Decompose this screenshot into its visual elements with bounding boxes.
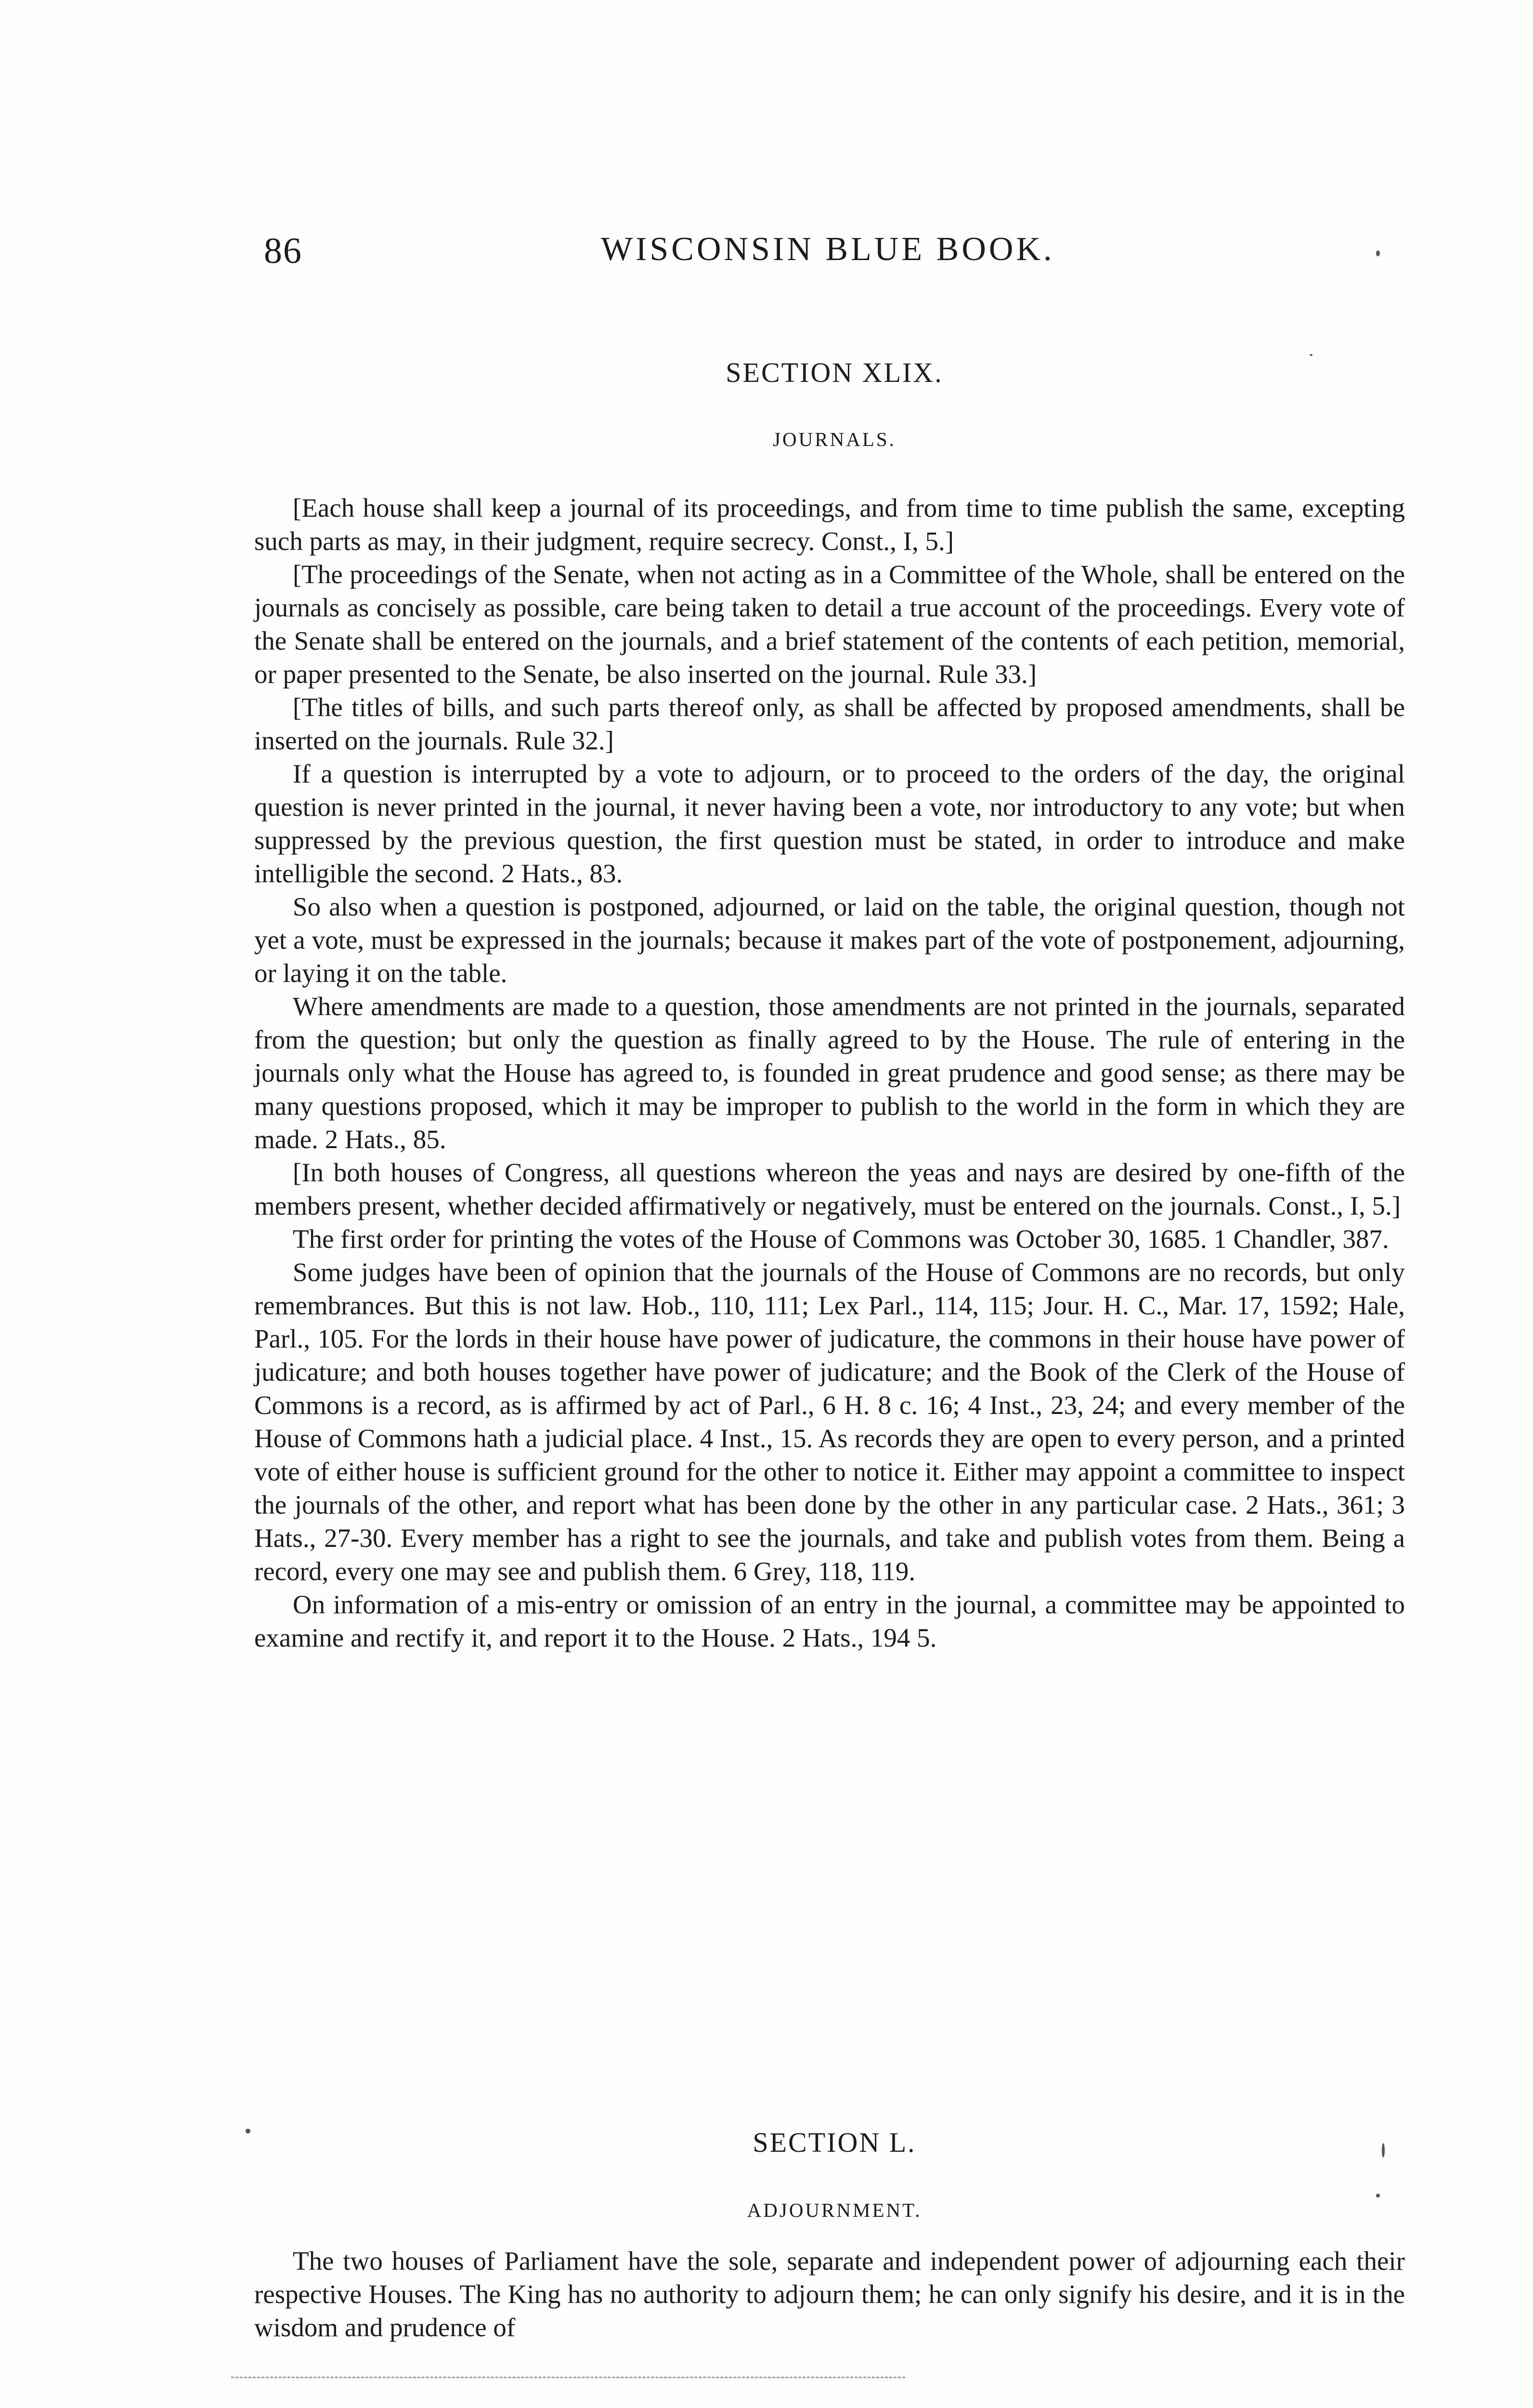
paragraph: Some judges have been of opinion that the journals of the House of Commons are no records, but only remembrances. But this is not law. Hob., 110, 111; Lex Parl., 114, 115; Jour. H. C., Mar. 17, 1592; Hale, Parl., 105. For the lords in their house have power of judicature, the commons in their house have power of judicature; and both houses together have power of judicature; and the Book of the Clerk of the House of Commons is a record, as is affirmed by act of Parl., 6 H. 8 c. 16; 4 Inst., 23, 24; and every member of the House of Commons hath a judicial place. 4 Inst., 15. As records they are open to every person, and a printed vote of either house is sufficient ground for the other to notice it. Either may appoint a committee to inspect the journals of the other, and report what has been done by the other in any particular case. 2 Hats., 361; 3 Hats., 27-30. Every member has a right to see the journals, and take and publish votes from them. Being a record, every one may see and publish them. 6 Grey, 118, 119. [254,1257,1405,1586]
section-50-subheading: ADJOURNMENT. [747,2199,922,2221]
paragraph: [In both houses of Congress, all questions whereon the yeas and nays are desired by one-fifth of the members present, whether decided affirmatively or negatively, must be entered on the journals. Const., I, 5.] [254,1158,1405,1220]
paragraph: [The proceedings of the Senate, when not acting as in a Committee of the Whole, shall be entered on the journals as concisely as possible, care being taken to detail a true account of the proceedings. Every vote of the Senate shall be entered on the journals, and a brief statement of the contents of each petition, memorial, or paper presented to the Senate, be also inserted on the journal. Rule 33.] [254,560,1405,689]
paragraph: [The titles of bills, and such parts thereof only, as shall be affected by proposed amendments, shall be inserted on the journals. Rule 32.] [254,693,1405,755]
paragraph: The first order for printing the votes of the House of Commons was October 30, 1685. 1 Chandler, 387. [293,1224,1389,1254]
section-49-heading: SECTION XLIX. [726,357,943,388]
paragraph: [Each house shall keep a journal of its proceedings, and from time to time publish the same, excepting such parts as may, in their judgment, require secrecy. Const., I, 5.] [254,493,1405,556]
paragraph: So also when a question is postponed, adjourned, or laid on the table, the original question, though not yet a vote, must be expressed in the journals; because it makes part of the vote of postponement, adjourning, or laying it on the table. [254,892,1405,988]
scan-speck [1310,354,1312,356]
section-49-body [254,491,1405,1654]
paragraph: If a question is interrupted by a vote to adjourn, or to proceed to the orders of the day, the original question is never printed in the journal, it never having been a vote, nor introductory to any vote; but when suppressed by the previous question, the first question must be stated, in order to introduce and make intelligible the second. 2 Hats., 83. [254,759,1405,888]
paragraph: On information of a mis-entry or omission of an entry in the journal, a committee may be appointed to examine and rectify it, and report it to the House. 2 Hats., 194 5. [254,1590,1405,1652]
running-head [264,230,1386,283]
book-title: WISCONSIN BLUE BOOK. [601,231,1055,268]
scan-speck [246,2129,250,2133]
paragraph: Where amendments are made to a question, those amendments are not printed in the journals, separated from the question; but only the question as finally agreed to by the House. The rule of entering in the journals only what the House has agreed to, is founded in great prudence and good sense; as there may be many questions proposed, which it may be improper to publish to the world in the form in which they are made. 2 Hats., 85. [254,992,1405,1154]
page-number: 86 [264,231,302,271]
section-50-body [254,2244,1405,2344]
section-49-subheading: JOURNALS. [773,428,896,450]
paragraph: The two houses of Parliament have the sole, separate and independent power of adjourning each their respective Houses. The King has no authority to adjourn them; he can only signify his desire, and it is in the wisdom and prudence of [254,2246,1405,2342]
scan-speck [1376,250,1380,256]
scan-footer-dashes [231,2377,905,2378]
scan-speck [1376,2194,1380,2198]
section-50-heading: SECTION L. [753,2127,916,2158]
scan-speck [1382,2143,1385,2158]
